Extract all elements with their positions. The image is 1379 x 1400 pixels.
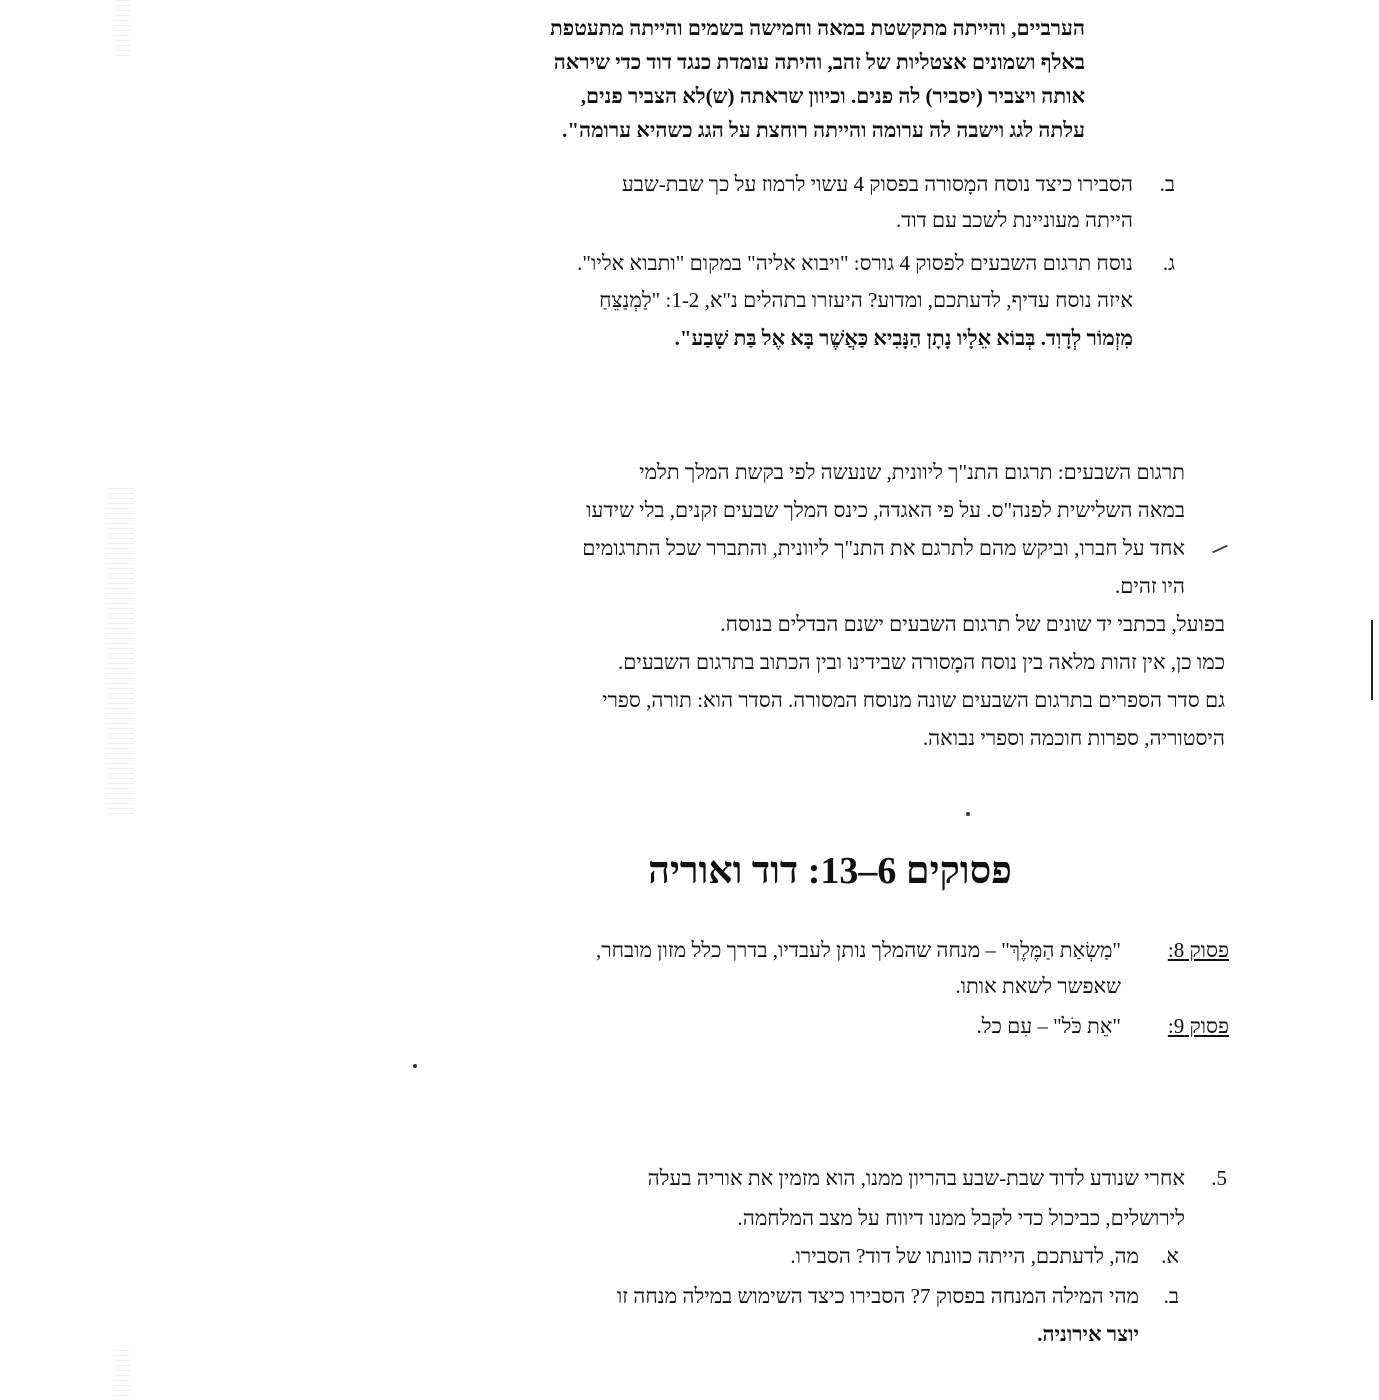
- passage-line: עלתה לגג וישבה לה ערומה והייתה רוחצת על הגג כשהיא ערומה".: [562, 118, 1085, 142]
- note-line: אחד על חברו, וביקש מהם לתרגם את התנ"ך ליוונית, והתברר שכל התרגומים: [582, 536, 1185, 560]
- question-line: הסבירו כיצד נוסח המָסורה בפסוק 4 עשוי לרמוז על כך שבת-שבע: [621, 172, 1133, 196]
- glossary-definition: "מַשְׂאַת הַמֶּלֶךְ" – מנחה שהמלך נותן לעבדיו, בדרך כלל מזון מובחר,: [596, 938, 1121, 962]
- question-marker: 5.: [1211, 1166, 1227, 1190]
- paragraph-line: בפועל, בכתבי יד שונים של תרגום השבעים ישנם הבדלים בנוסח.: [720, 612, 1225, 636]
- scan-margin-artifact: [116, 0, 130, 60]
- subquestion-marker: ב.: [1163, 1284, 1179, 1308]
- quote-line: מִזְמוֹר לְדָוִד. בְּבוֹא אֵלָיו נָתָן הַנָּבִיא כַּאֲשֶׁר בָּא אֶל בַּת שָׁבַע".: [674, 326, 1133, 350]
- scan-margin-artifact: [108, 488, 134, 818]
- glossary-definition: שאפשר לשאת אותו.: [955, 974, 1121, 998]
- note-line: במאה השלישית לפנה"ס. על פי האגדה, כינס המלך שבעים זקנים, בלי שידעו: [586, 498, 1185, 522]
- question-line: אחרי שנודע לדוד שבת-שבע בהריון ממנו, הוא מזמין את אוריה בעלה: [647, 1166, 1185, 1190]
- question-line: לירושלים, כביכול כדי לקבל ממנו דיווח על מצב המלחמה.: [737, 1206, 1185, 1230]
- section-title: פסוקים 6–13: דוד ואוריה: [648, 850, 1012, 892]
- scan-dot-artifact: [413, 1064, 417, 1068]
- scan-stroke-artifact: [1212, 545, 1227, 554]
- subquestion-marker: א.: [1161, 1244, 1179, 1268]
- question-marker: ג.: [1162, 251, 1175, 275]
- note-line: היו זהים.: [1114, 574, 1185, 598]
- passage-line: הערביים, והייתה מתקשטת במאה וחמישה בשמים והייתה מתעטפת: [549, 16, 1085, 40]
- scan-margin-artifact: [116, 1350, 130, 1400]
- question-line: נוסח תרגום השבעים לפסוק 4 גורס: "ויבוא אליה" במקום "ותבוא אליו".: [577, 251, 1133, 275]
- question-marker: ב.: [1159, 172, 1175, 196]
- question-line: הייתה מעוניינת לשכב עם דוד.: [895, 208, 1133, 232]
- glossary-definition: "אֵת כֹּל" – עִם כל.: [976, 1014, 1121, 1038]
- glossary-label: פסוק 8:: [1167, 938, 1229, 962]
- scan-edge-artifact: [1371, 620, 1373, 700]
- paragraph-line: היסטוריה, ספרות חוכמה וספרי נבואה.: [922, 726, 1225, 750]
- passage-line: אותה ויצביר (יסביר) לה פנים. וכיוון שראתה (ש)לא הצביר פנים,: [580, 84, 1085, 108]
- paragraph-line: כמו כן, אין זהות מלאה בין נוסח המָסורה שבידינו ובין הכתוב בתרגום השבעים.: [617, 650, 1225, 674]
- subquestion-line: מה, לדעתכם, הייתה כוונתו של דוד? הסבירו.: [790, 1244, 1139, 1268]
- note-line: תרגום השבעים: תרגום התנ"ך ליוונית, שנעשה לפי בקשת המלך תלמי: [639, 460, 1185, 484]
- question-line: איזה נוסח עדיף, לדעתכם, ומדוע? היעזרו בתהלים נ"א, 1-2: "לַמְנַצֵּחַ: [599, 288, 1133, 312]
- scan-dot-artifact: [966, 812, 970, 816]
- subquestion-line: יוצר אירוניה.: [1037, 1322, 1139, 1346]
- passage-line: באלף ושמונים אצטליות של זהב, והיתה עומדת כנגד דוד כדי שיראה: [553, 50, 1085, 74]
- paragraph-line: גם סדר הספרים בתרגום השבעים שונה מנוסח המסורה. הסדר הוא: תורה, ספרי: [602, 688, 1225, 712]
- subquestion-line: מהי המילה המנחה בפסוק 7? הסבירו כיצד השימוש במילה מנחה זו: [616, 1284, 1139, 1308]
- glossary-label: פסוק 9:: [1167, 1014, 1229, 1038]
